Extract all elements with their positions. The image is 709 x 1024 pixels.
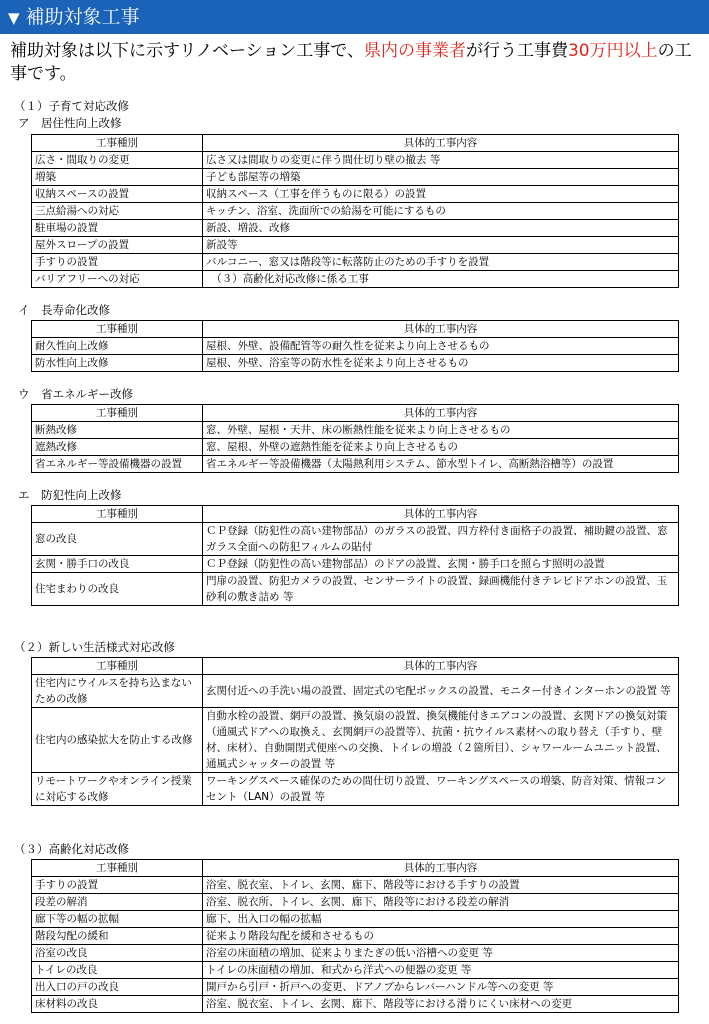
table-row: [32, 773, 679, 806]
section-title-aging: （３）高齢化対応改修: [14, 842, 129, 856]
work-content-cell: 浴室、脱衣室、トイレ、玄関、廊下、階段等における手すりの設置: [203, 877, 679, 894]
work-type-cell: バリアフリーへの対応: [32, 271, 203, 288]
table-livability: [31, 134, 679, 288]
subsection-title-livability: ア 居住性向上改修: [18, 116, 122, 130]
table-row: [32, 894, 679, 911]
intro-emphasis-local-business: 県内の事業者: [363, 41, 466, 61]
work-content-cell: ＣＰ登録（防犯性の高い建物部品）のドアの設置、玄関・勝手口を照らす照明の設置: [203, 556, 679, 573]
work-type-cell: 収納スペースの設置: [32, 186, 203, 203]
work-content-cell: 浴室の床面積の増加、従来よりまたぎの低い浴槽への変更 等: [203, 945, 679, 962]
work-type-cell: 玄関・勝手口の改良: [32, 556, 203, 573]
work-content-cell: 屋根、外壁、設備配管等の耐久性を従来より向上させるもの: [203, 338, 679, 355]
header-type: 工事種別: [32, 506, 203, 523]
work-type-cell: 耐久性向上改修: [32, 338, 203, 355]
triangle-down-icon: ▼: [8, 9, 20, 27]
work-type-cell: 階段勾配の緩和: [32, 928, 203, 945]
table-row: [32, 962, 679, 979]
table-row: [32, 573, 679, 606]
work-type-cell: トイレの改良: [32, 962, 203, 979]
work-type-cell: 遮熱改修: [32, 439, 203, 456]
work-content-cell: 廊下、出入口の幅の拡幅: [203, 911, 679, 928]
header-content: 具体的工事内容: [203, 135, 679, 152]
header-type: 工事種別: [32, 405, 203, 422]
table-row: [32, 945, 679, 962]
work-content-cell: 広さ又は間取りの変更に伴う間仕切り壁の撤去 等: [203, 152, 679, 169]
work-type-cell: 出入口の戸の改良: [32, 979, 203, 996]
table-energy: [31, 404, 679, 473]
section-banner: [0, 0, 709, 34]
table-row: [32, 338, 679, 355]
table-row: [32, 169, 679, 186]
work-content-cell: 浴室、脱衣所、トイレ、玄関、廊下、階段等における段差の解消: [203, 894, 679, 911]
header-type: 工事種別: [32, 321, 203, 338]
work-type-cell: 廊下等の幅の拡幅: [32, 911, 203, 928]
header-content: 具体的工事内容: [203, 860, 679, 877]
work-type-cell: 駐車場の設置: [32, 220, 203, 237]
work-type-cell: 手すりの設置: [32, 254, 203, 271]
work-content-cell: 子ども部屋等の増築: [203, 169, 679, 186]
work-type-cell: 広さ・間取りの変更: [32, 152, 203, 169]
header-content: 具体的工事内容: [203, 658, 679, 675]
work-content-cell: 収納スペース（工事を伴うものに限る）の設置: [203, 186, 679, 203]
header-content: 具体的工事内容: [203, 321, 679, 338]
intro-emphasis-cost: 30万円以上: [567, 41, 658, 61]
work-content-cell: 省エネルギー等設備機器（太陽熱利用システム、節水型トイレ、高断熱浴槽等）の設置: [203, 456, 679, 473]
intro-part1: 補助対象は以下に示すリノベーション工事で、: [10, 41, 364, 61]
section-title-new-lifestyle: （２）新しい生活様式対応改修: [14, 640, 175, 654]
work-type-cell: 手すりの設置: [32, 877, 203, 894]
work-type-cell: 省エネルギー等設備機器の設置: [32, 456, 203, 473]
work-content-cell: バルコニー、窓又は階段等に転落防止のための手すりを設置: [203, 254, 679, 271]
subsection-title-security: エ 防犯性向上改修: [18, 488, 122, 502]
work-content-cell: 開戸から引戸・折戸への変更、ドアノブからレバーハンドル等への変更 等: [203, 979, 679, 996]
header-content: 具体的工事内容: [203, 506, 679, 523]
table-row: [32, 422, 679, 439]
work-type-cell: 防水性向上改修: [32, 355, 203, 372]
work-type-cell: 住宅内の感染拡大を防止する改修: [32, 708, 203, 773]
header-type: 工事種別: [32, 860, 203, 877]
table-longevity: [31, 320, 679, 372]
work-type-cell: 浴室の改良: [32, 945, 203, 962]
table-row: [32, 556, 679, 573]
work-content-cell: 新設、増設、改修: [203, 220, 679, 237]
table-row: [32, 271, 679, 288]
subsection-title-energy: ウ 省エネルギー改修: [18, 387, 133, 401]
table-new-lifestyle: [31, 657, 679, 806]
intro-part3: の工事です。: [10, 41, 692, 84]
work-content-cell: （３）高齢化対応改修に係る工事: [203, 271, 679, 288]
table-row: [32, 186, 679, 203]
work-type-cell: 増築: [32, 169, 203, 186]
work-type-cell: 断熱改修: [32, 422, 203, 439]
work-type-cell: 段差の解消: [32, 894, 203, 911]
table-row: [32, 708, 679, 773]
table-row: [32, 523, 679, 556]
table-header-row: [32, 658, 679, 675]
subsection-title-longevity: イ 長寿命化改修: [18, 303, 110, 317]
work-content-cell: 窓、屋根、外壁の遮熱性能を従来より向上させるもの: [203, 439, 679, 456]
table-row: [32, 911, 679, 928]
work-content-cell: 屋根、外壁、浴室等の防水性を従来より向上させるもの: [203, 355, 679, 372]
work-content-cell: トイレの床面積の増加、和式から洋式への便器の変更 等: [203, 962, 679, 979]
work-content-cell: 窓、外壁、屋根・天井、床の断熱性能を従来より向上させるもの: [203, 422, 679, 439]
table-row: [32, 877, 679, 894]
table-security: [31, 505, 679, 606]
table-row: [32, 456, 679, 473]
table-row: [32, 237, 679, 254]
work-content-cell: 門扉の設置、防犯カメラの設置、センサーライトの設置、録画機能付きテレビドアホンの設置、玉砂利の敷き詰め 等: [203, 573, 679, 606]
work-content-cell: 自動水栓の設置、網戸の設置、換気扇の設置、換気機能付きエアコンの設置、玄関ドアの換気対策（通風式ドアへの取換え、玄関網戸の設置等）、抗菌・抗ウイルス素材への取り替え（手すり、壁材、床材）、自動開閉式便座への交換、トイレの増設（２箇所目）、シャワールームユニット設置、通風式シャッターの設置 等: [203, 708, 679, 773]
table-row: [32, 152, 679, 169]
intro-part2: が行う工事費: [465, 41, 568, 61]
banner-title: 補助対象工事: [25, 6, 140, 28]
work-content-cell: キッチン、浴室、洗面所での給湯を可能にするもの: [203, 203, 679, 220]
work-type-cell: 床材料の改良: [32, 996, 203, 1013]
work-type-cell: 屋外スロープの設置: [32, 237, 203, 254]
work-content-cell: 玄関付近への手洗い場の設置、固定式の宅配ボックスの設置、モニター付きインターホンの設置 等: [203, 675, 679, 708]
table-row: [32, 254, 679, 271]
table-row: [32, 203, 679, 220]
work-type-cell: 住宅まわりの改良: [32, 573, 203, 606]
table-row: [32, 439, 679, 456]
work-content-cell: 新設等: [203, 237, 679, 254]
table-aging: [31, 859, 679, 1013]
header-type: 工事種別: [32, 135, 203, 152]
work-content-cell: ワーキングスペース確保のための間仕切り設置、ワーキングスペースの増築、防音対策、情報コンセント（LAN）の設置 等: [203, 773, 679, 806]
table-header-row: [32, 321, 679, 338]
table-header-row: [32, 860, 679, 877]
table-row: [32, 928, 679, 945]
table-header-row: [32, 405, 679, 422]
table-row: [32, 996, 679, 1013]
table-header-row: [32, 506, 679, 523]
work-content-cell: 従来より階段勾配を緩和させるもの: [203, 928, 679, 945]
header-type: 工事種別: [32, 658, 203, 675]
work-type-cell: リモートワークやオンライン授業に対応する改修: [32, 773, 203, 806]
work-content-cell: ＣＰ登録（防犯性の高い建物部品）のガラスの設置、四方枠付き面格子の設置、補助鍵の設置、窓ガラス全面への防犯フィルムの貼付: [203, 523, 679, 556]
work-type-cell: 三点給湯への対応: [32, 203, 203, 220]
work-type-cell: 窓の改良: [32, 523, 203, 556]
table-row: [32, 220, 679, 237]
table-row: [32, 979, 679, 996]
work-content-cell: 浴室、脱衣室、トイレ、玄関、廊下、階段等における滑りにくい床材への変更: [203, 996, 679, 1013]
work-type-cell: 住宅内にウイルスを持ち込まないための改修: [32, 675, 203, 708]
table-header-row: [32, 135, 679, 152]
header-content: 具体的工事内容: [203, 405, 679, 422]
section-title-childcare: （１）子育て対応改修: [14, 99, 129, 113]
intro-text: [10, 40, 705, 86]
table-row: [32, 675, 679, 708]
table-row: [32, 355, 679, 372]
